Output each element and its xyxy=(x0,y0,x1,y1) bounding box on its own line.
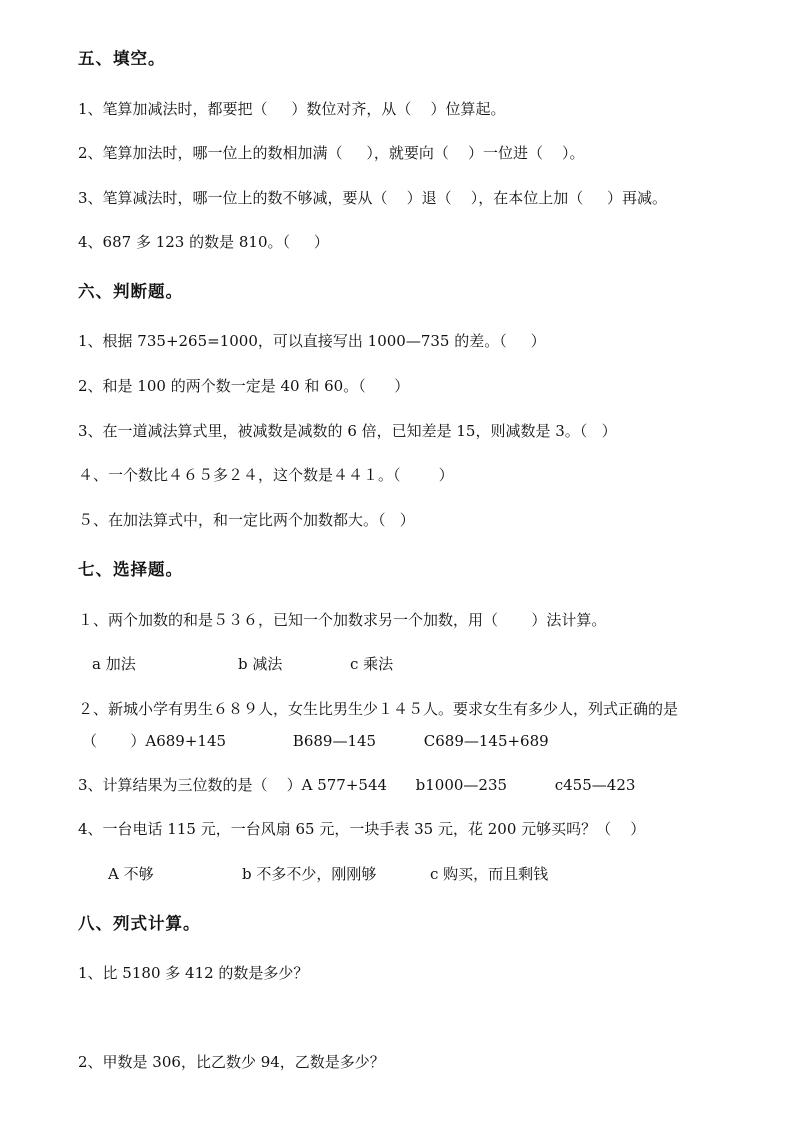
choice-q1-option-b: b 减法 xyxy=(238,655,283,673)
section-choice-title: 七、选择题。 xyxy=(78,560,183,579)
choice-question-2-line-2: （ ）A689+145 B689—145 C689—145+689 xyxy=(82,732,549,750)
choice-question-2-line-1: ２、新城小学有男生６８９人，女生比男生少１４５人。要求女生有多少人，列式正确的是 xyxy=(78,700,679,718)
choice-question-1: １、两个加数的和是５３６，已知一个加数求另一个加数，用（ ）法计算。 xyxy=(78,611,607,629)
fill-question-2: 2、笔算加法时，哪一位上的数相加满（ ），就要向（ ）一位进（ ）。 xyxy=(78,144,585,162)
judge-question-4: ４、一个数比４６５多２４，这个数是４４１。（ ） xyxy=(78,466,454,484)
section-calc-title: 八、列式计算。 xyxy=(78,914,201,933)
choice-question-4: 4、一台电话 115 元，一台风扇 65 元，一块手表 35 元，花 200 元够买吗？（ ） xyxy=(78,820,646,838)
choice-q4-option-c: c 购买，而且剩钱 xyxy=(430,865,549,883)
fill-question-4: 4、687 多 123 的数是 810。（ ） xyxy=(78,233,329,251)
judge-question-1: 1、根据 735+265=1000，可以直接写出 1000—735 的差。（ ） xyxy=(78,332,546,350)
choice-q4-option-a: A 不够 xyxy=(108,865,154,883)
judge-question-3: 3、在一道减法算式里，被减数是减数的 6 倍，已知差是 15，则减数是 3。（ ） xyxy=(78,422,617,440)
calc-question-1: 1、比 5180 多 412 的数是多少？ xyxy=(78,964,309,982)
calc-question-2: 2、甲数是 306，比乙数少 94，乙数是多少？ xyxy=(78,1053,385,1071)
choice-q4-option-b: b 不多不少，刚刚够 xyxy=(242,865,377,883)
choice-q1-option-c: c 乘法 xyxy=(350,655,394,673)
fill-question-3: 3、笔算减法时，哪一位上的数不够减，要从（ ）退（ ），在本位上加（ ）再减。 xyxy=(78,189,668,207)
section-fill-title: 五、填空。 xyxy=(78,49,166,68)
judge-question-5: ５、在加法算式中，和一定比两个加数都大。（ ） xyxy=(78,511,415,529)
choice-question-3: 3、计算结果为三位数的是（ ）A 577+544 b1000—235 c455—423 xyxy=(78,776,636,794)
fill-question-1: 1、笔算加减法时，都要把（ ）数位对齐，从（ ）位算起。 xyxy=(78,100,506,118)
choice-q1-option-a: a 加法 xyxy=(92,655,136,673)
judge-question-2: 2、和是 100 的两个数一定是 40 和 60。（ ） xyxy=(78,377,410,395)
section-judge-title: 六、判断题。 xyxy=(78,282,183,301)
